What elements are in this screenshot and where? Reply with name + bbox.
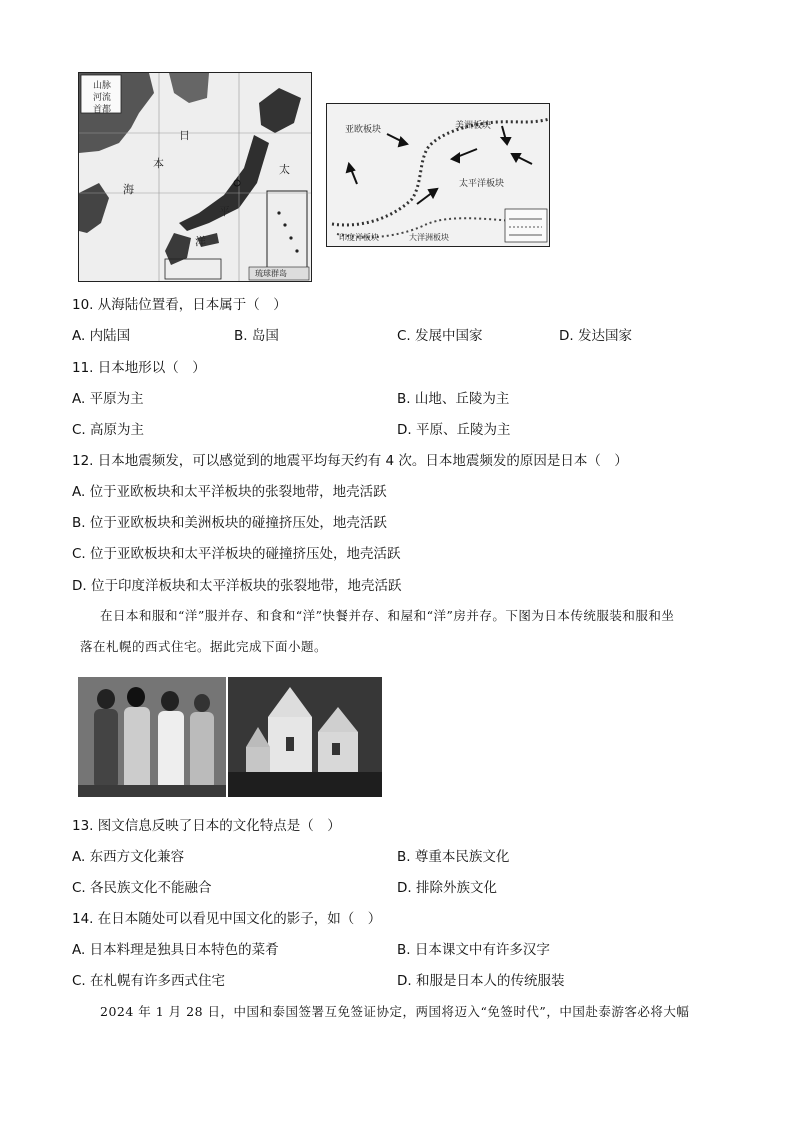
label-yang: 洋 xyxy=(195,235,206,248)
question-11-stem: 11. 日本地形以（ ） xyxy=(72,360,206,376)
label-hai: 海 xyxy=(123,183,134,196)
q14-option-c[interactable]: C. 在札幌有许多西式住宅 xyxy=(72,973,226,989)
western-house-photo-drawing xyxy=(228,677,382,797)
plate-pacific: 太平洋板块 xyxy=(459,179,505,189)
question-13-stem: 13. 图文信息反映了日本的文化特点是（ ） xyxy=(72,818,341,834)
q10-option-a[interactable]: A. 内陆国 xyxy=(72,328,131,344)
plate-american: 美洲板块 xyxy=(455,121,492,131)
label-tai: 太 xyxy=(279,163,290,176)
kimono-photo-drawing xyxy=(78,677,226,797)
legend-river: 河流 xyxy=(93,93,112,103)
q10-option-d[interactable]: D. 发达国家 xyxy=(559,328,632,344)
passage-2024-line: 2024 年 1 月 28 日，中国和泰国签署互免签证协定，两国将迈入“免签时代”，中国赴泰游客必将大幅 xyxy=(100,1004,690,1019)
q14-option-d[interactable]: D. 和服是日本人的传统服装 xyxy=(397,973,565,989)
q13-option-d[interactable]: D. 排除外族文化 xyxy=(397,880,497,896)
passage-line-1: 在日本和服和“洋”服并存、和食和“洋”快餐并存、和屋和“洋”房并存。下图为日本传统服装和服和坐 xyxy=(100,608,675,623)
q11-option-c[interactable]: C. 高原为主 xyxy=(72,422,145,438)
q11-option-b[interactable]: B. 山地、丘陵为主 xyxy=(397,391,510,407)
q11-option-d[interactable]: D. 平原、丘陵为主 xyxy=(397,422,511,438)
q12-option-a[interactable]: A. 位于亚欧板块和太平洋板块的张裂地带，地壳活跃 xyxy=(72,484,387,500)
label-ben: 本 xyxy=(153,157,164,170)
japan-map xyxy=(78,72,312,282)
q13-option-c[interactable]: C. 各民族文化不能融合 xyxy=(72,880,212,896)
plate-oceania: 大洋洲板块 xyxy=(409,233,449,242)
q10-option-b[interactable]: B. 岛国 xyxy=(234,328,279,344)
q10-option-c[interactable]: C. 发展中国家 xyxy=(397,328,483,344)
kimono-photo xyxy=(78,677,226,797)
plate-eurasian: 亚欧板块 xyxy=(345,125,382,135)
western-house-photo xyxy=(228,677,382,797)
plate-indian: 印度洋板块 xyxy=(339,233,379,242)
japan-map-drawing xyxy=(79,73,311,281)
q11-option-a[interactable]: A. 平原为主 xyxy=(72,391,144,407)
q14-option-b[interactable]: B. 日本课文中有许多汉字 xyxy=(397,942,550,958)
label-ri: 日 xyxy=(179,129,190,142)
q14-option-a[interactable]: A. 日本料理是独具日本特色的菜肴 xyxy=(72,942,279,958)
q13-option-b[interactable]: B. 尊重本民族文化 xyxy=(397,849,510,865)
ryukyu-label: 琉球群岛 xyxy=(255,269,287,278)
q13-option-a[interactable]: A. 东西方文化兼容 xyxy=(72,849,185,865)
q12-option-d[interactable]: D. 位于印度洋板块和太平洋板块的张裂地带，地壳活跃 xyxy=(72,578,402,594)
legend-capital: 首都 xyxy=(93,105,112,115)
plates-map xyxy=(326,103,550,247)
question-12-stem: 12. 日本地震频发，可以感觉到的地震平均每天约有 4 次。日本地震频发的原因是日本（ ） xyxy=(72,453,628,469)
q12-option-c[interactable]: C. 位于亚欧板块和太平洋板块的碰撞挤压处，地壳活跃 xyxy=(72,546,401,562)
q12-option-b[interactable]: B. 位于亚欧板块和美洲板块的碰撞挤压处，地壳活跃 xyxy=(72,515,387,531)
question-14-stem: 14. 在日本随处可以看见中国文化的影子，如（ ） xyxy=(72,911,382,927)
passage-line-2: 落在札幌的西式住宅。据此完成下面小题。 xyxy=(80,639,328,654)
label-ping: 平 xyxy=(219,205,230,218)
legend-mountain: 山脉 xyxy=(93,81,112,91)
question-10-stem: 10. 从海陆位置看，日本属于（ ） xyxy=(72,297,287,313)
